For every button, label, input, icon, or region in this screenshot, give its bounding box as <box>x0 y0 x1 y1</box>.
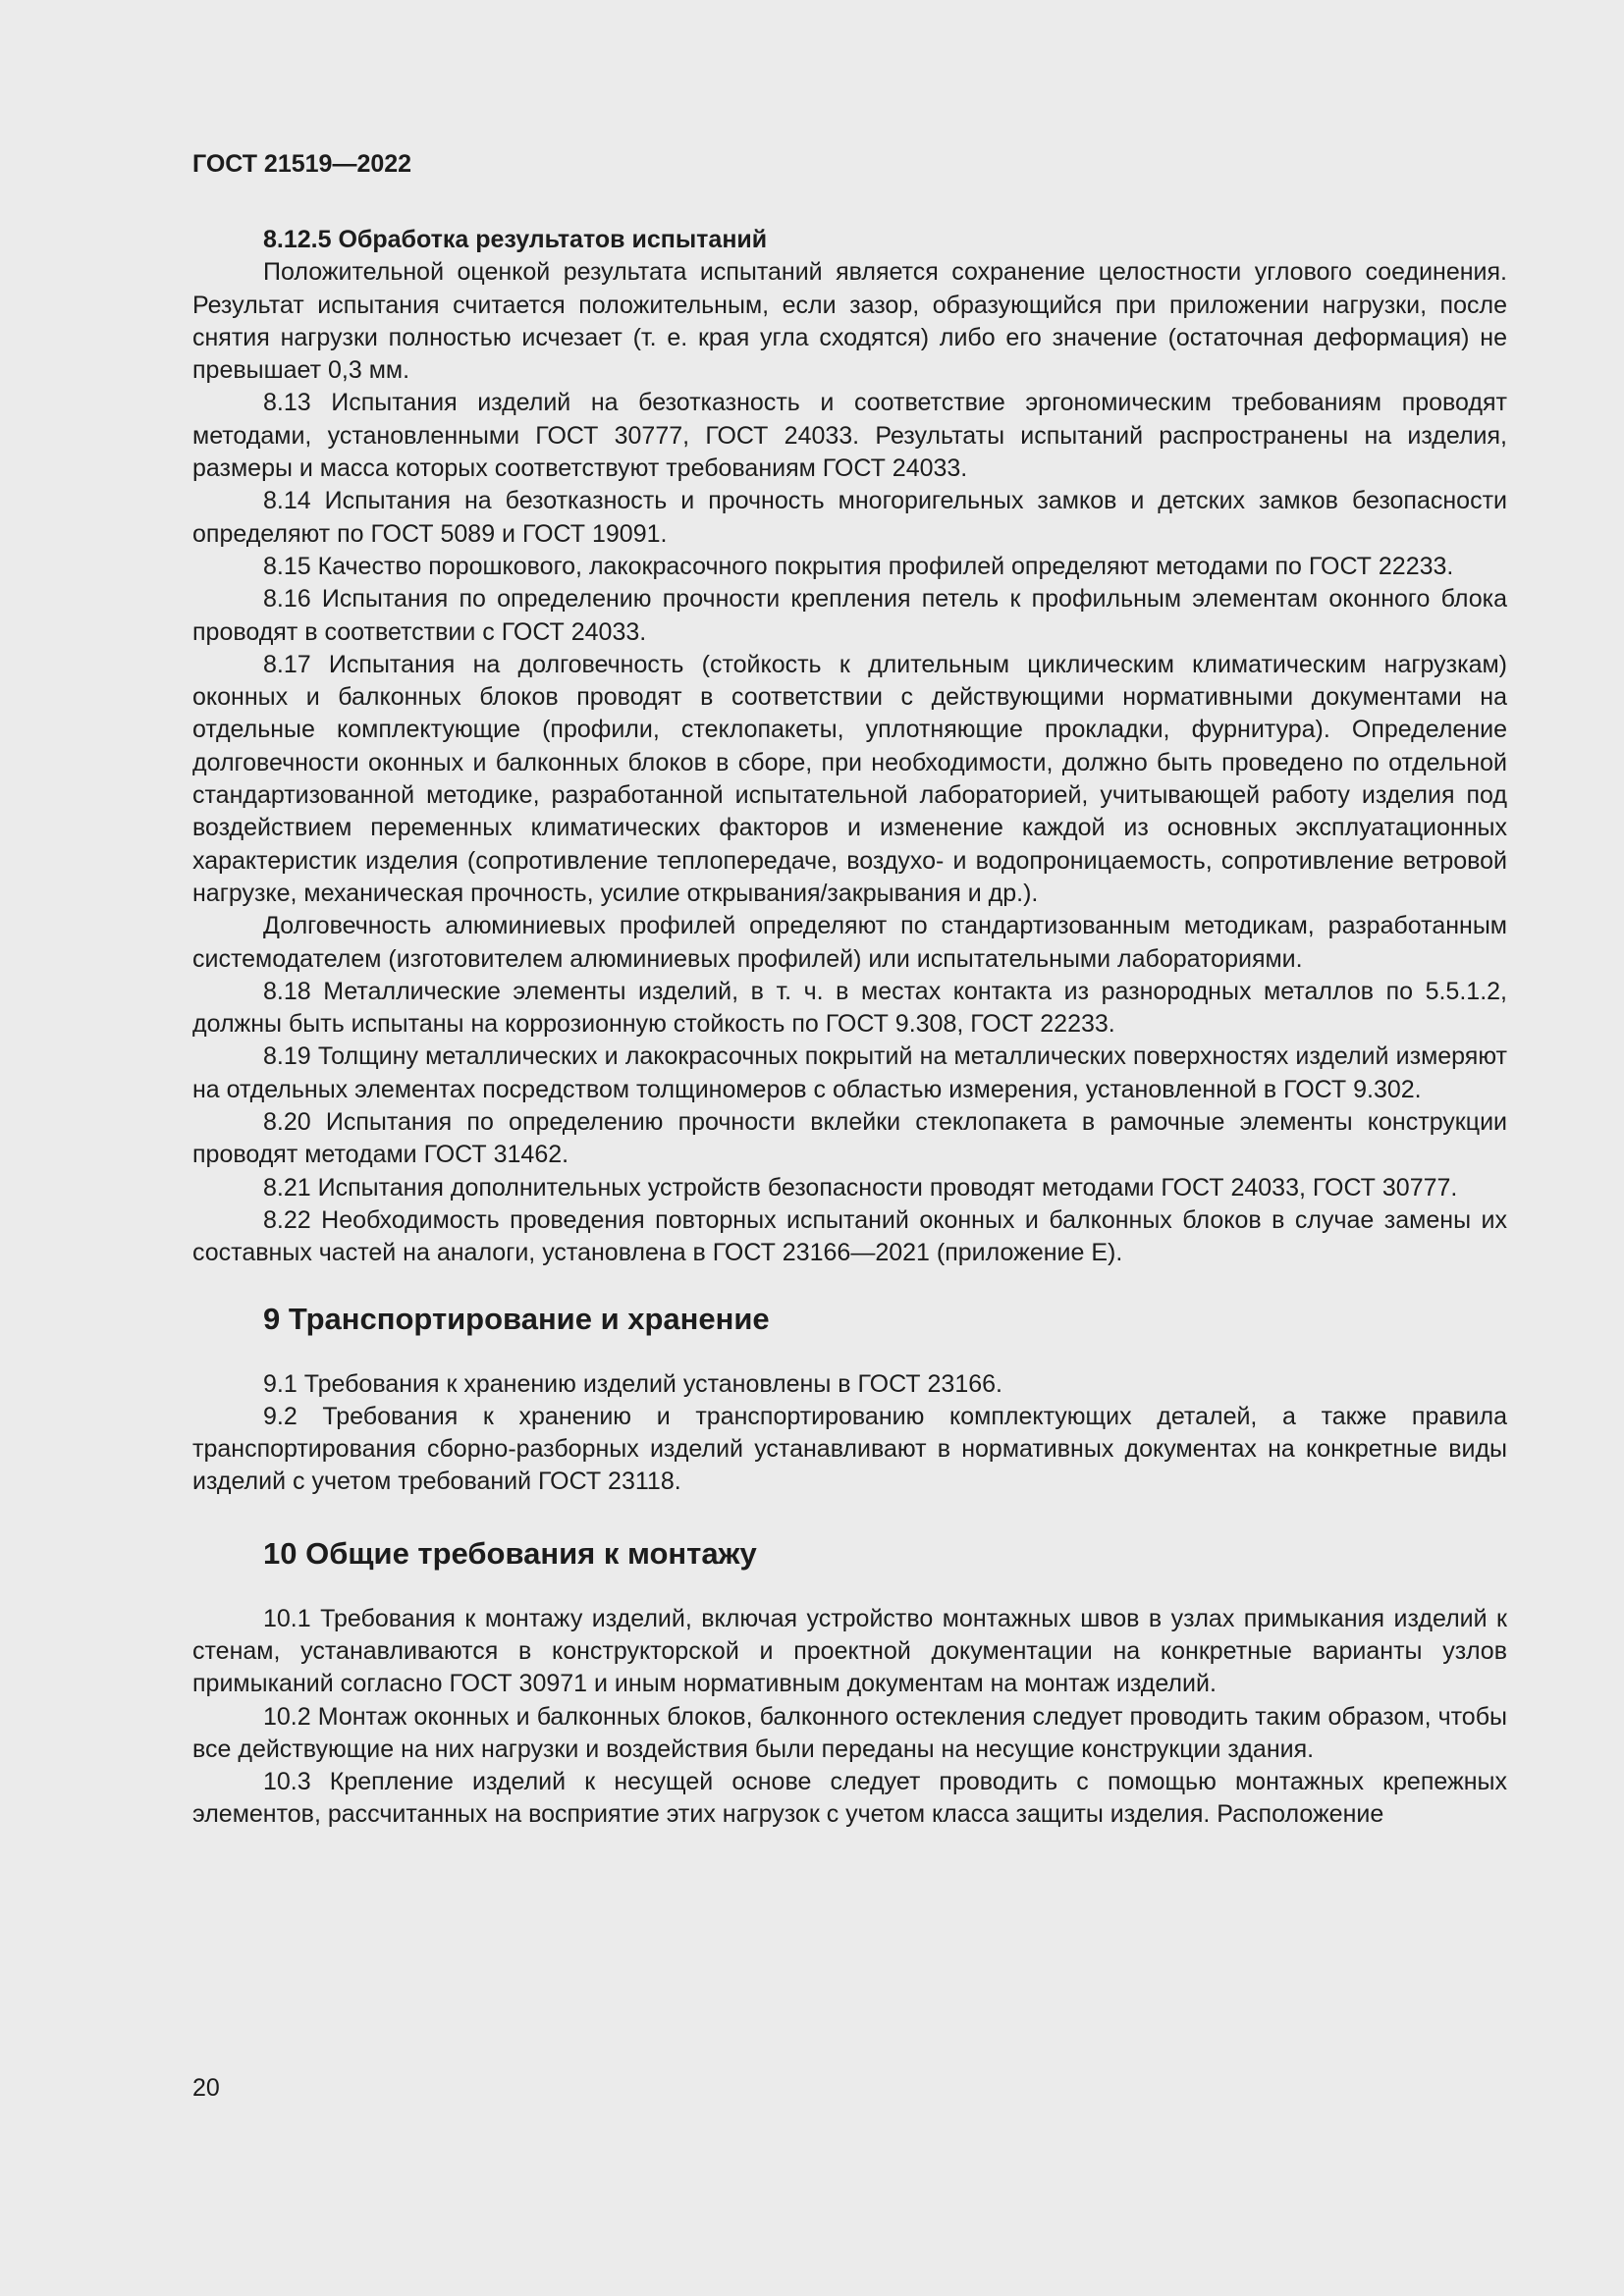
paragraph-8-13: 8.13 Испытания изделий на безотказность и соответствие эргономическим требованиям проводят методами, установленными ГОСТ 30777, ГОСТ 24033. Результаты испытаний распространены на изделия, размеры и масса которых соответствуют требованиям ГОСТ 24033. <box>192 389 1507 483</box>
paragraph-9-2: 9.2 Требования к хранению и транспортированию комплектующих деталей, а также правила транспортирования сборно-разборных изделий устанавливают в нормативных документах на конкретные виды изделий с учетом требований ГОСТ 23118. <box>192 1402 1507 1496</box>
paragraph-8-12-5: Положительной оценкой результата испытаний является сохранение целостности углового соединения. Результат испытания считается положительным, если зазор, образующийся при приложении нагрузки, после снятия нагрузки полностью исчезает (т. е. края угла сходятся) либо его значение (остаточная деформация) не превышает 0,3 мм. <box>192 258 1507 385</box>
page-number: 20 <box>192 2074 220 2102</box>
document-code-header: ГОСТ 21519—2022 <box>192 150 412 178</box>
subsection-heading-8-12-5: 8.12.5 Обработка результатов испытаний <box>263 226 768 253</box>
section-heading-10: 10 Общие требования к монтажу <box>263 1535 757 1571</box>
paragraph-8-18: 8.18 Металлические элементы изделий, в т. ч. в местах контакта из разнородных металлов по 5.5.1.2, должны быть испытаны на коррозионную стойкость по ГОСТ 9.308, ГОСТ 22233. <box>192 977 1507 1039</box>
paragraph-8-22: 8.22 Необходимость проведения повторных испытаний оконных и балконных блоков в случае замены их составных частей на аналоги, установлена в ГОСТ 23166—2021 (приложение Е). <box>192 1205 1507 1267</box>
document-body <box>192 224 1507 1832</box>
paragraph-8-20: 8.20 Испытания по определению прочности вклейки стеклопакета в рамочные элементы конструкции проводят методами ГОСТ 31462. <box>192 1108 1507 1169</box>
paragraph-10-1: 10.1 Требования к монтажу изделий, включая устройство монтажных швов в узлах примыкания изделий к стенам, устанавливаются в конструкторской и проектной документации на конкретные варианты узлов примыканий согласно ГОСТ 30971 и иным нормативным документам на монтаж изделий. <box>192 1604 1507 1698</box>
paragraph-8-15: 8.15 Качество порошкового, лакокрасочного покрытия профилей определяют методами по ГОСТ 22233. <box>263 552 1454 580</box>
paragraph-8-16: 8.16 Испытания по определению прочности крепления петель к профильным элементам оконного блока проводят в соответствии с ГОСТ 24033. <box>192 585 1507 646</box>
paragraph-9-1: 9.1 Требования к хранению изделий установлены в ГОСТ 23166. <box>263 1369 1002 1398</box>
paragraph-10-2: 10.2 Монтаж оконных и балконных блоков, балконного остекления следует проводить таким образом, чтобы все действующие на них нагрузки и воздействия были переданы на несущие конструкции здания. <box>192 1702 1507 1763</box>
paragraph-10-3: 10.3 Крепление изделий к несущей основе следует проводить с помощью монтажных крепежных элементов, рассчитанных на восприятие этих нагрузок с учетом класса защиты изделия. Расположение <box>192 1768 1507 1829</box>
section-heading-9: 9 Транспортирование и хранение <box>263 1301 770 1336</box>
paragraph-8-21: 8.21 Испытания дополнительных устройств безопасности проводят методами ГОСТ 24033, ГОСТ 30777. <box>263 1173 1458 1201</box>
paragraph-8-17: 8.17 Испытания на долговечность (стойкость к длительным циклическим климатическим нагрузкам) оконных и балконных блоков проводят в соответствии с действующими нормативными документами на отдельные комплектующие (профили, стеклопакеты, уплотняющие прокладки, фурнитура). Определение долговечности оконных и балконных блоков в сборе, при необходимости, должно быть проведено по отдельной стандартизованной методике, разработанной испытательной лабораторией, учитывающей работу изделия под воздействием переменных климатических факторов и изменение каждой из основных эксплуатационных характеристик изделия (сопротивление теплопередаче, воздухо- и водопроницаемость, сопротивление ветровой нагрузке, механическая прочность, усилие открывания/закрывания и др.). <box>192 650 1507 907</box>
paragraph-8-14: 8.14 Испытания на безотказность и прочность многоригельных замков и детских замков безопасности определяют по ГОСТ 5089 и ГОСТ 19091. <box>192 487 1507 548</box>
paragraph-8-17-aluminium: Долговечность алюминиевых профилей определяют по стандартизованным методикам, разработанным системодателем (изготовителем алюминиевых профилей) или испытательными лабораториями. <box>192 912 1507 973</box>
paragraph-8-19: 8.19 Толщину металлических и лакокрасочных покрытий на металлических поверхностях изделий измеряют на отдельных элементах посредством толщиномеров с областью измерения, установленной в ГОСТ 9.302. <box>192 1042 1507 1103</box>
